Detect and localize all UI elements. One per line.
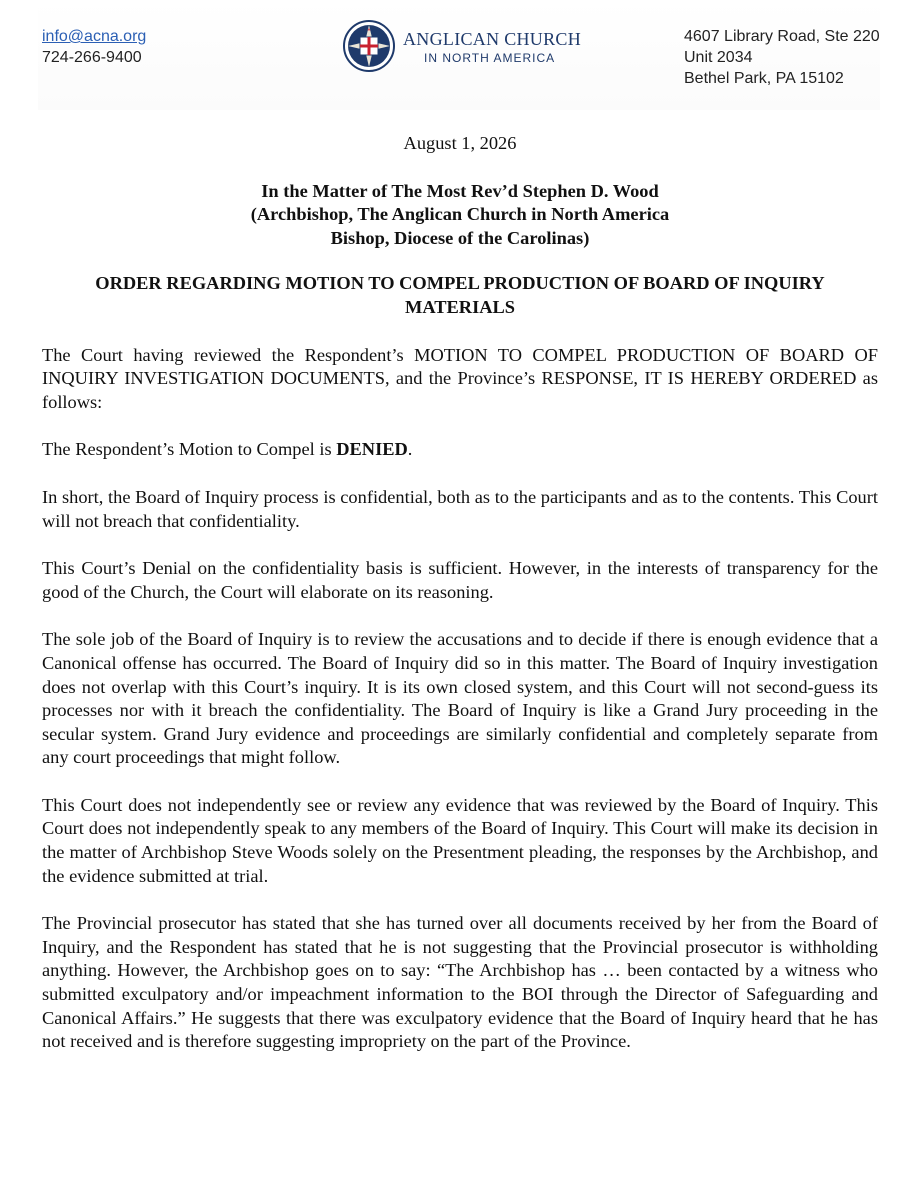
ruling-suffix: . [407,439,413,460]
paragraph-ruling [42,438,878,462]
paragraph-prosecutor-statement: The Provincial prosecutor has stated that she has turned over all documents received by her from the Board of Inquiry, and the Respondent has stated that he is not suggesting that the Provincial prosecutor is withholding anything. However, the Archbishop goes on to say: “The Archbishop has … been contacted by a witness who submitted exculpatory and/or impeachment information to the BOI through the Director of Safeguarding and Canonical Affairs.” He suggests that there was exculpatory evidence that the Board of Inquiry heard that he has not received and is therefore suggesting impropriety on the part of the Province. [42,913,878,1052]
organization-logo [343,20,603,76]
document-date: August 1, 2026 [403,133,517,153]
address-line: 4607 Library Road, Ste 220 [684,28,880,45]
order-title: ORDER REGARDING MOTION TO COMPEL PRODUCTION OF BOARD OF INQUIRY MATERIALS [95,273,825,317]
address-line: Unit 2034 [684,49,753,66]
paragraph-denial-basis: This Court’s Denial on the confidentiality basis is sufficient. However, in the interests of transparency for the good of the Church, the Court will elaborate on its reasoning. [42,558,878,602]
ruling-denied: DENIED [336,439,408,460]
caption-line: Bishop, Diocese of the Carolinas) [330,227,590,248]
paragraph-board-role: The sole job of the Board of Inquiry is to review the accusations and to decide if there is enough evidence that a Canonical offense has occurred. The Board of Inquiry did so in this matter. The Board of Inquiry investigation does not overlap with this Court’s inquiry. It is its own closed system, and this Court will not second-guess its processes nor with it breach the confidentiality. The Board of Inquiry is like a Grand Jury proceeding in the secular system. Grand Jury evidence and proceedings are similarly confidential and completely separate from any court proceedings that might follow. [42,629,878,768]
org-name-line2: IN NORTH AMERICA [424,51,556,65]
address-line: Bethel Park, PA 15102 [684,70,844,87]
email-link[interactable]: info@acna.org [42,28,147,45]
order-document [42,132,878,1054]
case-caption [42,180,878,251]
paragraph-confidentiality: In short, the Board of Inquiry process is confidential, both as to the participants and as to the contents. This Court will not breach that confidentiality. [42,486,878,531]
phone-number: 724-266-9400 [42,49,142,66]
paragraph-review: The Court having reviewed the Respondent’s MOTION TO COMPEL PRODUCTION OF BOARD OF INQUIRY INVESTIGATION DOCUMENTS, and the Province’s RESPONSE, IT IS HEREBY ORDERED as follows: [42,344,878,412]
ruling-prefix: The Respondent’s Motion to Compel is [42,439,337,460]
mailing-address [684,26,880,89]
org-name-line1: ANGLICAN CHURCH [403,29,582,49]
caption-line: (Archbishop, The Anglican Church in North America [250,204,670,225]
caption-line: In the Matter of The Most Rev’d Stephen D. Wood [261,180,659,201]
paragraph-court-independence: This Court does not independently see or review any evidence that was reviewed by the Board of Inquiry. This Court does not independently speak to any members of the Board of Inquiry. This Court will make its decision in the matter of Archbishop Steve Woods solely on the Presentment pleading, the responses by the Archbishop, and the evidence submitted at trial. [42,794,878,886]
anglican-compass-rose-icon [343,20,395,72]
contact-info [42,26,146,68]
